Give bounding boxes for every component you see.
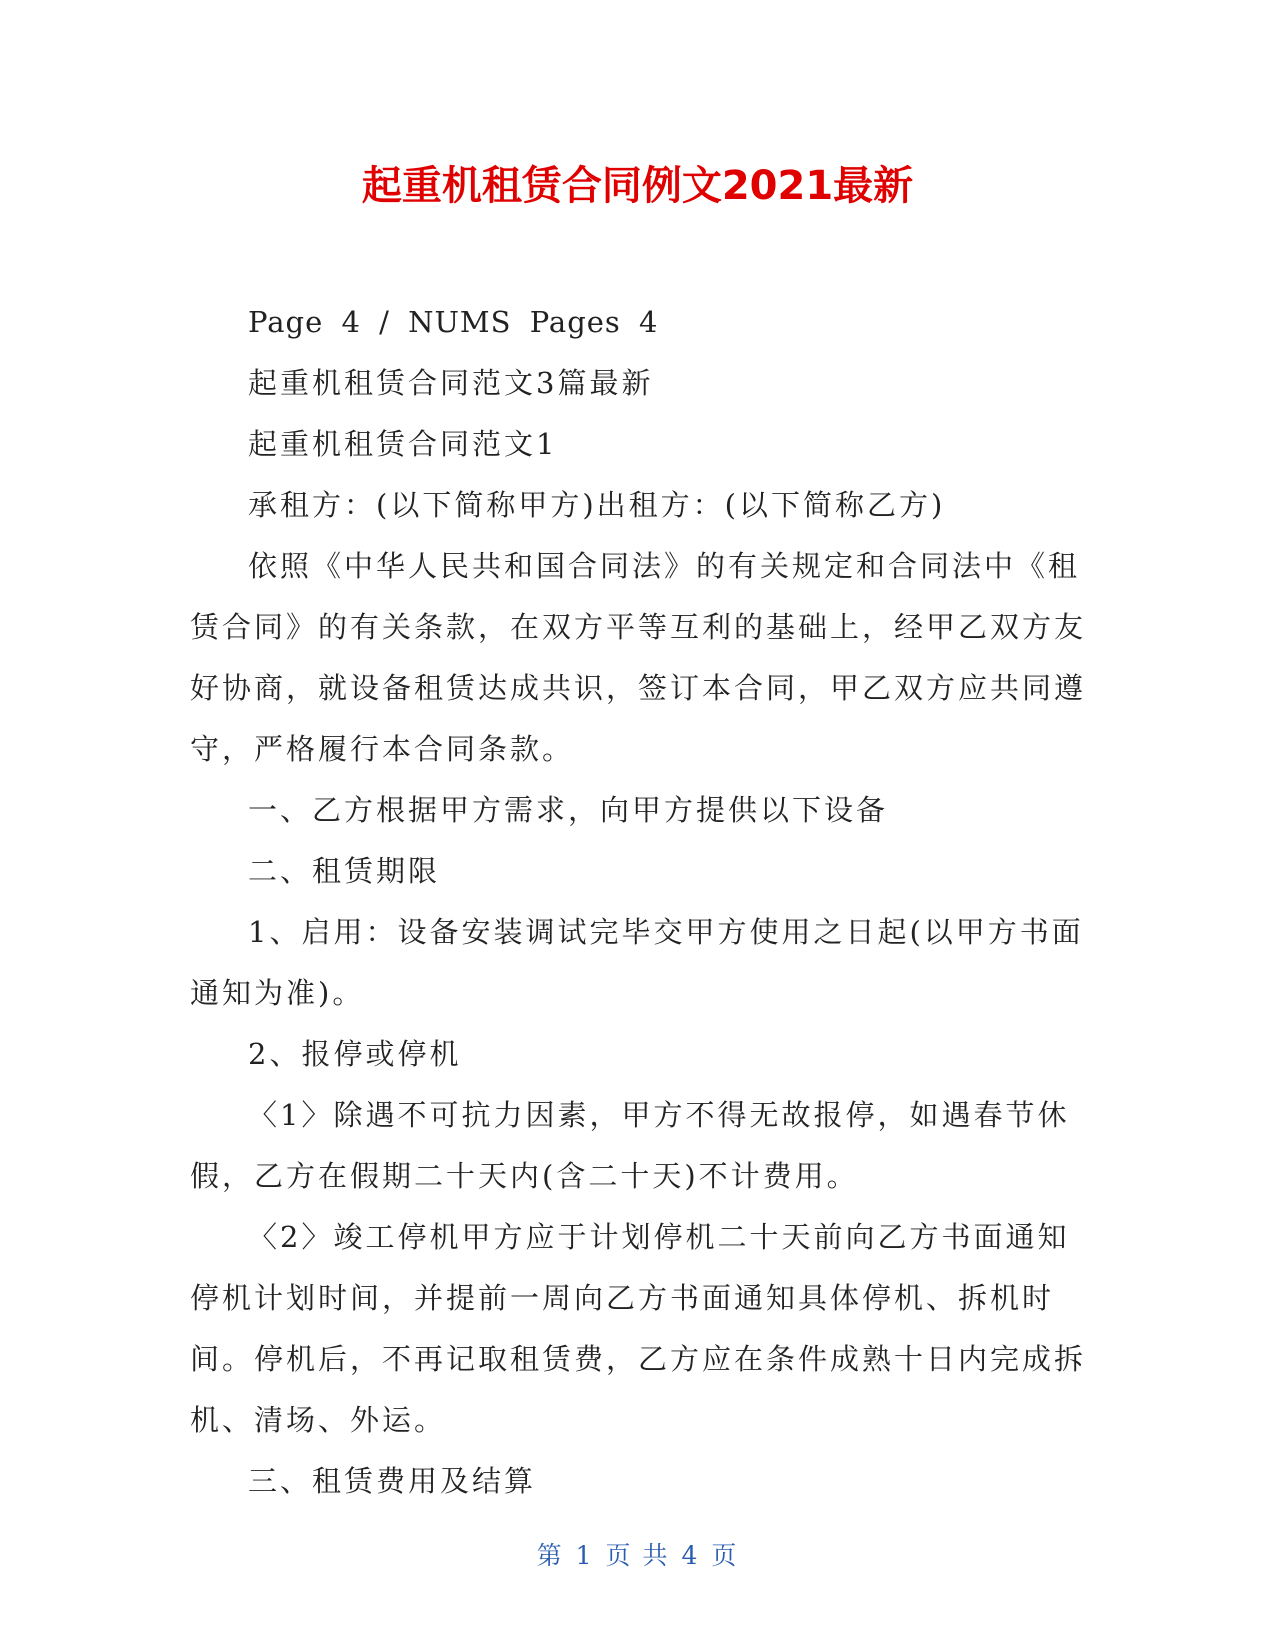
paragraph: 2、报停或停机 [248,1037,462,1071]
paragraph: 〈2〉竣工停机甲方应于计划停机二十天前向乙方书面通知停机计划时间，并提前一周向乙方书面通知具体停机、拆机时间。停机后，不再记取租赁费，乙方应在条件成熟十日内完成拆机、清场、外运。 [190,1220,1087,1437]
parties-line: 承租方：(以下简称甲方)出租方：(以下简称乙方) [248,488,946,522]
subtitle-line: 起重机租赁合同范文3篇最新 [248,366,654,400]
section-heading: 起重机租赁合同范文1 [248,427,558,461]
footer-total-pages: 4 [681,1541,700,1570]
clause-heading: 一、乙方根据甲方需求，向甲方提供以下设备 [248,793,889,827]
document-body [190,292,1090,1512]
footer-middle: 页 共 [605,1541,670,1570]
footer-current-page: 1 [575,1541,594,1570]
page-footer [0,1538,1275,1574]
page-header-line: Page 4 / NUMS Pages 4 [248,305,659,339]
clause-heading: 三、租赁费用及结算 [248,1464,537,1498]
paragraph: 依照《中华人民共和国合同法》的有关规定和合同法中《租赁合同》的有关条款，在双方平等互利的基础上，经甲乙双方友好协商，就设备租赁达成共识，签订本合同，甲乙双方应共同遵守，严格履行本合同条款。 [190,549,1087,766]
clause-heading: 二、租赁期限 [248,854,441,888]
footer-prefix: 第 [536,1541,564,1570]
paragraph: 1、启用：设备安装调试完毕交甲方使用之日起(以甲方书面通知为准)。 [190,915,1084,1010]
paragraph: 〈1〉除遇不可抗力因素，甲方不得无故报停，如遇春节休假，乙方在假期二十天内(含二十天)不计费用。 [190,1098,1070,1193]
document-title: 起重机租赁合同例文2021最新 [361,163,914,209]
footer-suffix: 页 [711,1541,739,1570]
